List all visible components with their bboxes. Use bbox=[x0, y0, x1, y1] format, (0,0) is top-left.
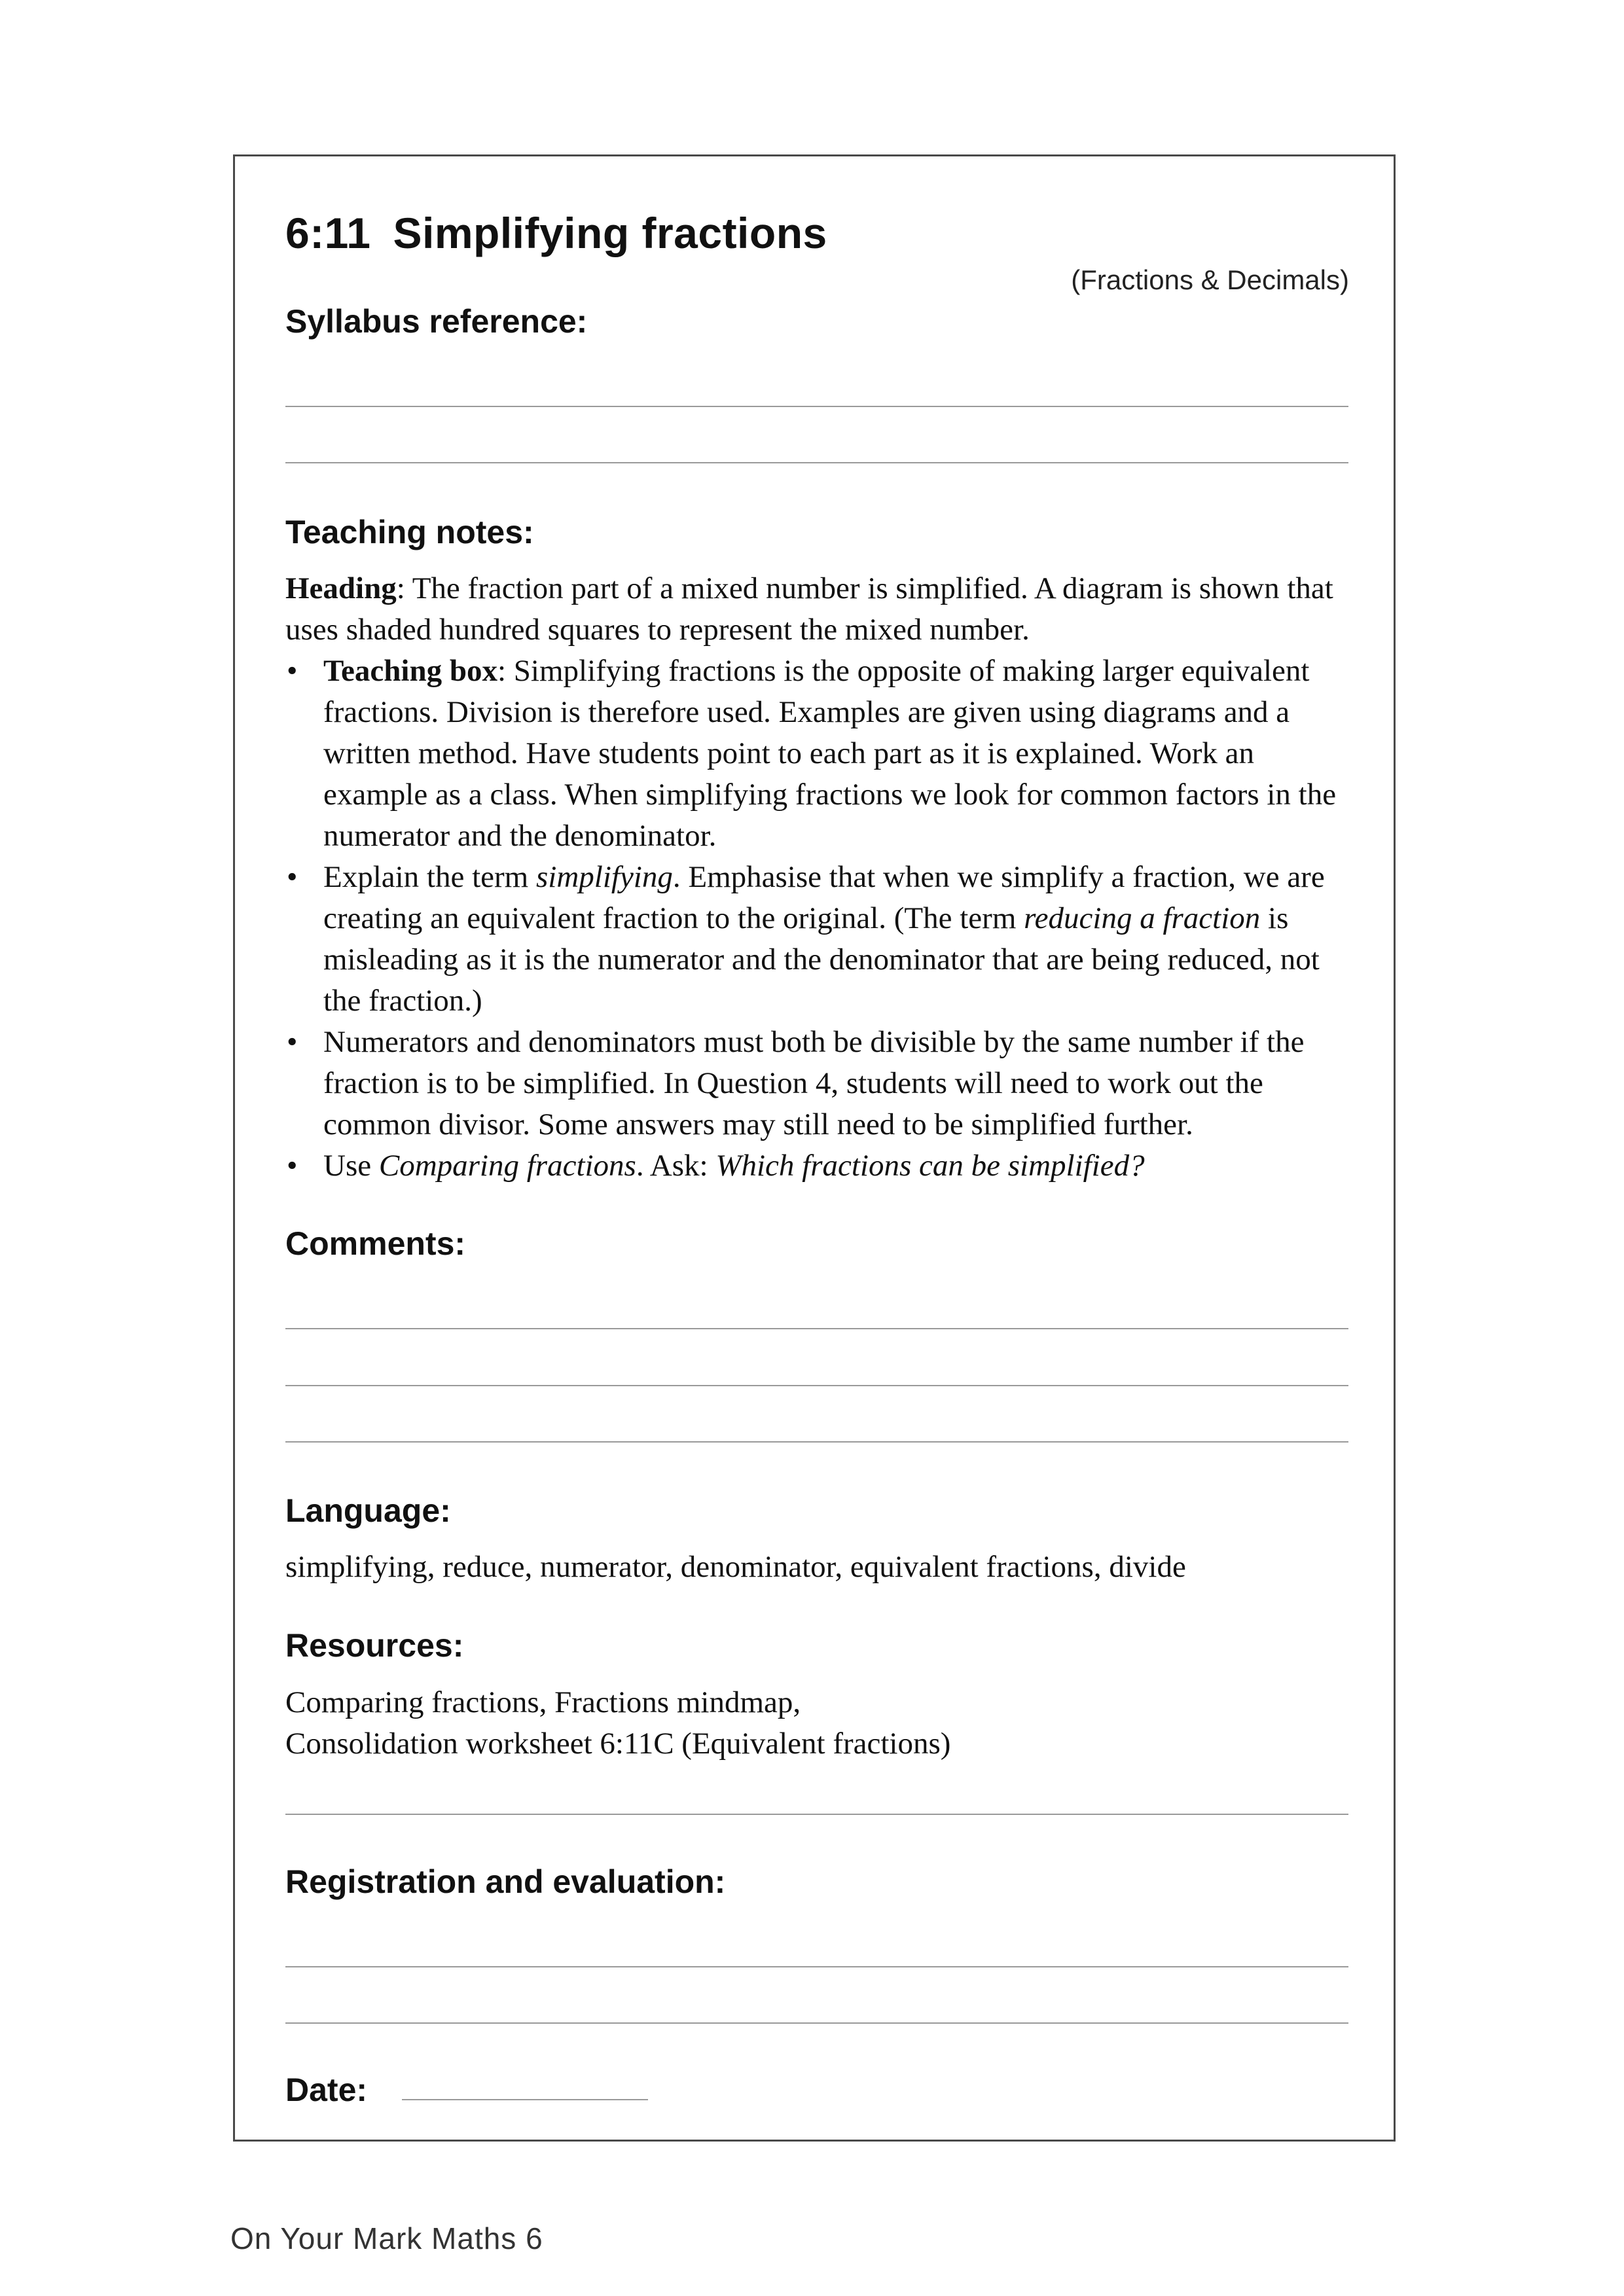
teaching-notes-intro bbox=[285, 568, 1359, 651]
section-title: Simplifying fractions bbox=[393, 209, 827, 257]
resources-line-1: Comparing fractions, Fractions mindmap, bbox=[285, 1685, 801, 1719]
comments-heading: Comments: bbox=[285, 1225, 466, 1262]
footer-text: On Your Mark Maths 6 bbox=[230, 2221, 543, 2255]
bullet-label: Teaching box bbox=[323, 654, 497, 688]
bullet-emphasis: Which fractions can be simplified? bbox=[715, 1149, 1145, 1183]
bullet-emphasis: simplifying bbox=[535, 860, 673, 894]
page-title bbox=[285, 208, 827, 258]
date-label: Date: bbox=[285, 2072, 368, 2108]
resources-line-2: Consolidation worksheet 6:11C (Equivalent fractions) bbox=[285, 1727, 951, 1761]
bullet-icon: • bbox=[287, 860, 298, 894]
language-text: simplifying, reduce, numerator, denominator, equivalent fractions, divide bbox=[285, 1550, 1186, 1584]
bullet-text: is misleading as it is the numerator and the denominator that are being reduced, not the fraction.) bbox=[323, 901, 1320, 1018]
section-number: 6:11 bbox=[285, 209, 371, 257]
syllabus-line-2[interactable] bbox=[285, 462, 1348, 463]
intro-label: Heading bbox=[285, 571, 397, 605]
teaching-notes-body bbox=[285, 568, 1359, 1187]
bullet-emphasis: Comparing fractions bbox=[378, 1149, 636, 1183]
bullet-text: Explain the term bbox=[323, 860, 536, 894]
list-item bbox=[285, 1145, 1359, 1187]
teaching-notes-heading: Teaching notes: bbox=[285, 514, 534, 550]
date-field[interactable] bbox=[402, 2099, 648, 2100]
bullet-emphasis: reducing a fraction bbox=[1024, 901, 1261, 935]
bullet-text: Use bbox=[323, 1149, 379, 1183]
syllabus-line-1[interactable] bbox=[285, 406, 1348, 407]
comments-line-3[interactable] bbox=[285, 1441, 1348, 1443]
comments-line-2[interactable] bbox=[285, 1385, 1348, 1386]
bullet-text: : Simplifying fractions is the opposite of making larger equivalent fractions. Division is therefore used. Examples are given using diagrams and a written method. Have students point to each part as it is explained. Work an example as a class. When simplifying fractions we look for common factors in the numerator and the denominator. bbox=[323, 654, 1337, 853]
resources-heading: Resources: bbox=[285, 1627, 464, 1664]
bullet-icon: • bbox=[287, 654, 298, 688]
bullet-icon: • bbox=[287, 1149, 298, 1183]
comments-line-1[interactable] bbox=[285, 1328, 1348, 1329]
category-label: (Fractions & Decimals) bbox=[1071, 264, 1349, 295]
list-item bbox=[285, 1022, 1359, 1145]
intro-text: : The fraction part of a mixed number is simplified. A diagram is shown that uses shaded hundred squares to represent the mixed number. bbox=[285, 571, 1333, 647]
language-heading: Language: bbox=[285, 1492, 451, 1529]
bullet-icon: • bbox=[287, 1025, 298, 1059]
list-item bbox=[285, 651, 1359, 857]
resources-body bbox=[285, 1682, 1359, 1765]
bullet-text: . Ask: bbox=[636, 1149, 716, 1183]
bullet-text: Numerators and denominators must both be divisible by the same number if the fraction is to be simplified. In Question 4, students will need to work out the common divisor. Some answers may still need to be simplified further. bbox=[323, 1025, 1305, 1141]
syllabus-heading: Syllabus reference: bbox=[285, 303, 588, 340]
list-item bbox=[285, 857, 1359, 1022]
registration-line-2[interactable] bbox=[285, 2022, 1348, 2024]
resources-line[interactable] bbox=[285, 1814, 1348, 1815]
teaching-notes-list bbox=[285, 651, 1359, 1187]
registration-line-1[interactable] bbox=[285, 1966, 1348, 1967]
registration-heading: Registration and evaluation: bbox=[285, 1863, 726, 1900]
bullet-text: . Emphasise that when we simplify a fraction, we are creating an equivalent fraction to the original. (The term bbox=[323, 860, 1325, 935]
